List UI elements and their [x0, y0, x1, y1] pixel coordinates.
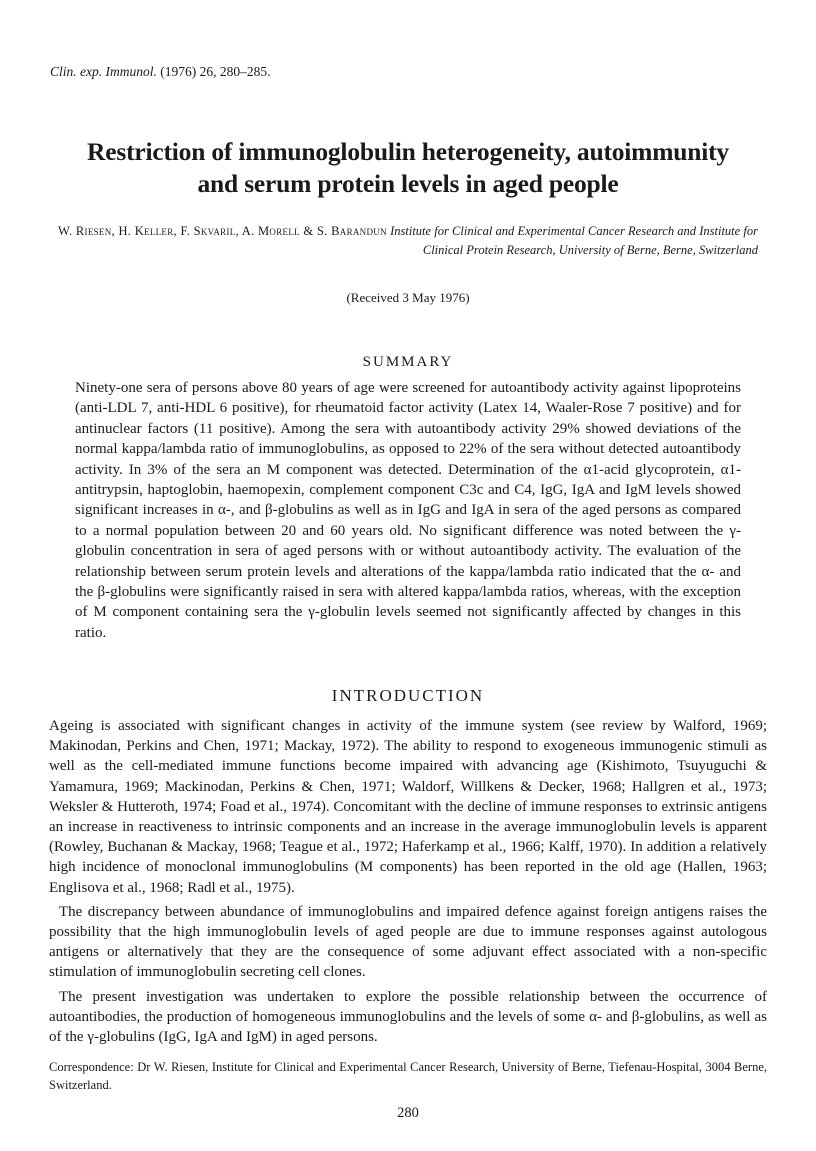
article-title	[40, 136, 776, 200]
summary-heading: SUMMARY	[362, 354, 454, 370]
journal-name: Clin. exp. Immunol.	[50, 64, 157, 79]
author-affiliation: Institute for Clinical and Experimental Cancer Research and Institute for Clinical Protein Research, University of Berne, Berne, Switzerland	[390, 224, 758, 257]
intro-paragraph-3: The present investigation was undertaken to explore the possible relationship between the occurrence of autoantibodies, the production of homogeneous immunoglobulins and the levels of some α- and β-globulins, as well as of the γ-globulins (IgG, IgA and IgM) in aged persons.	[49, 988, 767, 1046]
author-block	[58, 222, 758, 260]
author-names: W. Riesen, H. Keller, F. Skvaril, A. Morell & S. Barandun	[58, 224, 387, 238]
correspondence-note: Correspondence: Dr W. Riesen, Institute for Clinical and Experimental Cancer Research, University of Berne, Tiefenau-Hospital, 3004 Berne, Switzerland.	[49, 1060, 767, 1092]
introduction-body	[49, 716, 767, 1047]
introduction-heading: INTRODUCTION	[331, 686, 485, 705]
title-line-1: Restriction of immunoglobulin heterogeneity, autoimmunity	[87, 137, 729, 166]
intro-paragraph-1: Ageing is associated with significant changes in activity of the immune system (see review by Walford, 1969; Makinodan, Perkins and Chen, 1971; Mackay, 1972). The ability to respond to exogeneous immunogenic stimuli as well as the cell-mediated immune functions become impaired with advancing age (Kishimoto, Tsuyuguchi & Yamamura, 1969; Mackinodan, Perkins & Chen, 1971; Waldorf, Willkens & Decker, 1968; Hallgren et al., 1973; Weksler & Hutteroth, 1974; Foad et al., 1974). Concomitant with the decline of immune responses to extrinsic antigens an increase in reactiveness to intrinsic components and an increase in the average immunoglobulin levels is apparent (Rowley, Buchanan & Mackay, 1968; Teague et al., 1972; Haferkamp et al., 1966; Kalff, 1970). In addition a relatively high incidence of monoclonal immunoglobulins (M components) has been reported in the old age (Hallen, 1963; Englisova et al., 1968; Radl et al., 1975).	[49, 718, 767, 896]
intro-paragraph-2: The discrepancy between abundance of immunoglobulins and impaired defence against foreign antigens raises the possibility that the high immunoglobulin levels of aged people are due to immune responses against autologous antigens or alternatively that they are the consequence of some adjuvant effect associated with a non-specific stimulation of immunoglobulin secreting cell clones.	[49, 903, 767, 981]
journal-citation	[50, 64, 271, 80]
title-line-2: and serum protein levels in aged people	[197, 169, 619, 198]
received-date: (Received 3 May 1976)	[346, 290, 470, 305]
summary-text: Ninety-one sera of persons above 80 years of age were screened for autoantibody activity against lipoproteins (anti-LDL 7, anti-HDL 6 positive), for rheumatoid factor activity (Latex 14, Waaler-Rose 7 positive) and for antinuclear factors (11 positive). Among the sera with autoantibody activity 29% showed deviations of the normal kappa/lambda ratio of immunoglobulins, as opposed to 22% of the sera without detected autoantibody activity. In 3% of the sera an M component was detected. Determination of the α1-acid glycoprotein, α1-antitrypsin, haptoglobin, haemopexin, complement component C3c and C4, IgG, IgA and IgM levels showed significant increases in α-, and β-globulins as well as in IgG and IgA in sera of the aged persons as compared to a normal population between 20 and 60 years old. No significant difference was noted between the γ-globulin concentration in sera of aged persons with or without autoantibody activity. The evaluation of the relationship between serum protein levels and alterations of the kappa/lambda ratio indicated that the α- and the β-globulins were significantly raised in sera with altered kappa/lambda ratios, whereas, with the exception of M component containing sera the γ-globulin levels seemed not significantly affected by changes in this ratio.	[75, 380, 741, 641]
page-number: 280	[397, 1105, 419, 1121]
journal-volume-pages: (1976) 26, 280–285.	[160, 64, 271, 79]
